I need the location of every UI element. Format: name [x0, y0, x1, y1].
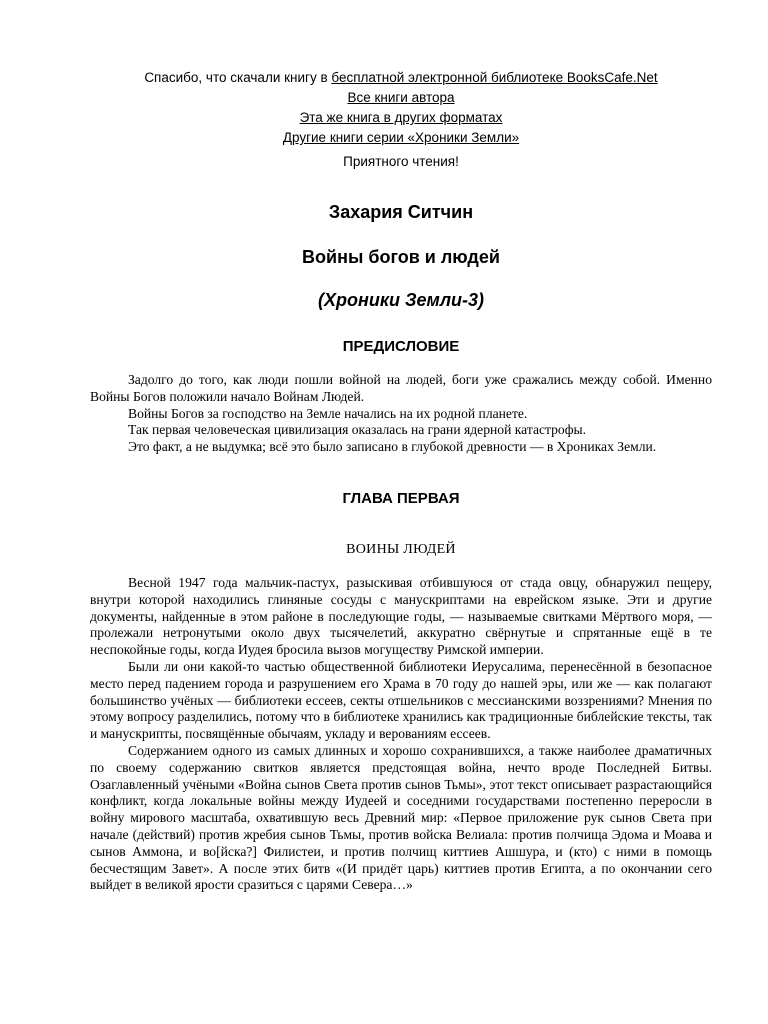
chapter-heading: ГЛАВА ПЕРВАЯ [342, 490, 460, 507]
chapter-paragraph: Содержанием одного из самых длинных и хорошо сохранившихся, а также наиболее драматичных по своему содержанию свитков является предстоящая война, нечто вроде Последней Битвы. Озаглавленный учёными «Война сынов Света против сынов Тьмы», этот текст описывает разрастающийся конфликт, когда локальные войны между Иудеей и соседними государствами постепенно переросли в войну мирового масштаба, охватившую весь Древний мир: «Первое приложение рук сынов Света при начале (действий) против жребия сынов Тьмы, против войска Велиала: против полчища Эдома и Моава и сынов Аммона, и во[йска?] Филистеи, и против полчищ киттиев Ашшура, и (кто) с ними в помощь бесчестящим Завет». А после этих битв «(И придёт царь) киттиев против Египта, а по окончании сего выйдет в великой ярости сразиться с царями Севера…» [90, 742, 712, 893]
library-link[interactable]: бесплатной электронной библиотеке BooksCafe.Net [331, 70, 658, 85]
chapter-paragraph: Весной 1947 года мальчик-пастух, разыскивая отбившуюся от стада овцу, обнаружил пещеру, внутри которой находились глиняные сосуды с манускриптами на еврейском языке. Эти и другие документы, найденные в этом районе в последующие годы, — называемые свитками Мёртвого моря, — пролежали нетронутыми около двух тысячелетий, аккуратно свёрнутые и спрятанные ещё в те неспокойные годы, когда Иудея бросила вызов могуществу Римской империи. [90, 575, 712, 658]
download-prefix: Спасибо, что скачали книгу в [144, 70, 332, 85]
download-notice [90, 68, 712, 148]
preface-text [90, 372, 712, 456]
book-author: Захария Ситчин [328, 202, 474, 222]
book-title: Войны богов и людей [302, 247, 500, 267]
preface-paragraph: Задолго до того, как люди пошли войной на людей, боги уже сражались между собой. Именно Войны Богов положили начало Войнам Людей. [90, 372, 712, 404]
series-link[interactable]: Другие книги серии «Хроники Земли» [282, 130, 520, 145]
download-line [90, 68, 712, 88]
all-books-link[interactable]: Все книги автора [347, 90, 455, 105]
preface-paragraph: Это факт, а не выдумка; всё это было записано в глубокой древности — в Хрониках Земли. [128, 439, 657, 455]
preface-paragraph: Войны Богов за господство на Земле начались на их родной планете. [128, 405, 528, 421]
preface-heading: ПРЕДИСЛОВИЕ [342, 338, 460, 355]
greeting: Приятного чтения! [343, 154, 459, 169]
preface-paragraph: Так первая человеческая цивилизация оказалась на грани ядерной катастрофы. [128, 422, 587, 438]
chapter-text [90, 575, 712, 894]
chapter-subheading: ВОИНЫ ЛЮДЕЙ [346, 542, 456, 557]
chapter-paragraph: Были ли они какой-то частью общественной библиотеки Иерусалима, перенесённой в безопасное место перед падением города и разрушением его Храма в 70 году до нашей эры, или же — как полагают большинство учёных — библиотеки ессеев, секты отшельников с мессианскими воззрениями? Мнения по этому вопросу разделились, потому что в библиотеке хранились как традиционные библейские тексты, так и манускрипты, посвящённые обычаям, укладу и верованиям ессеев. [90, 658, 712, 742]
book-series: (Хроники Земли-3) [317, 290, 485, 310]
other-formats-link[interactable]: Эта же книга в других форматах [299, 110, 503, 125]
